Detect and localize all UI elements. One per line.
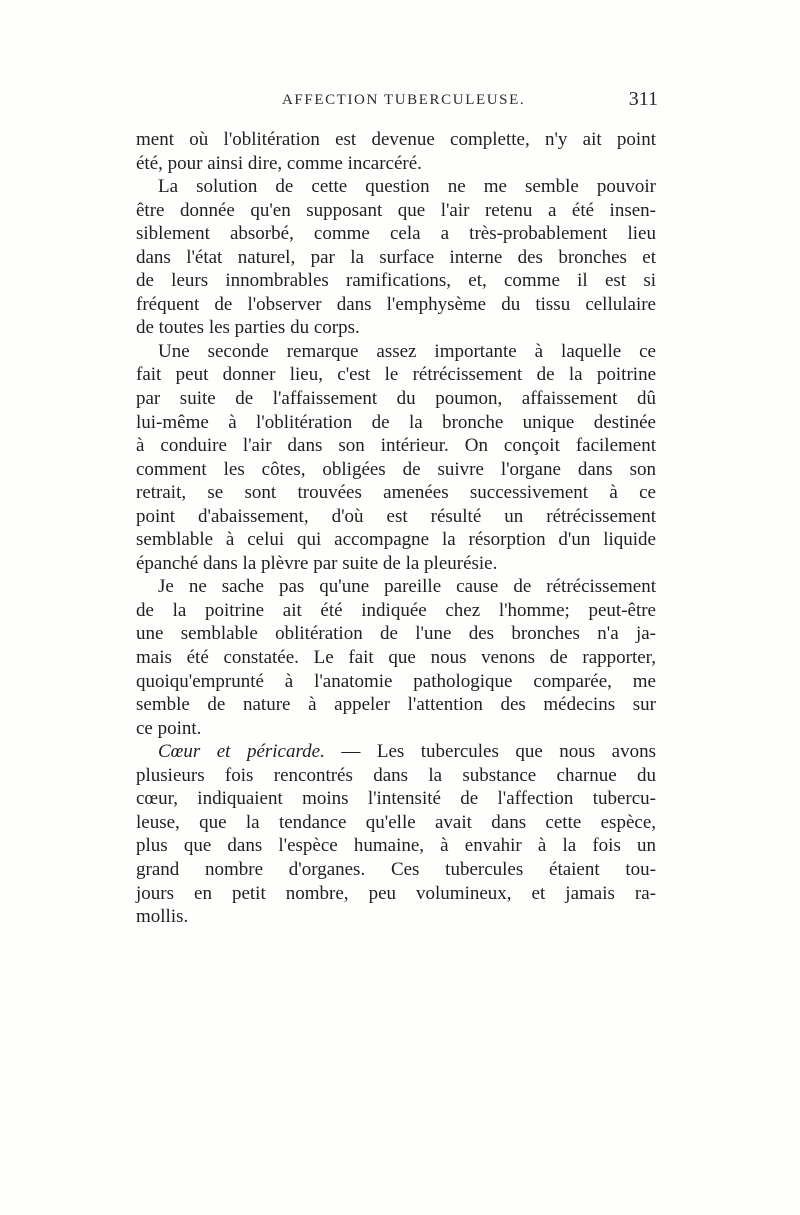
text-line: Je ne sache pas qu'une pareille cause de rétrécissement [158,576,656,598]
body-text [136,128,656,929]
page-number: 311 [628,88,658,110]
text-line: semblable à celui qui accompagne la résorption d'un liquide [136,529,656,551]
text-line: quoiqu'emprunté à l'anatomie pathologique comparée, me [136,670,656,692]
text-line: été, pour ainsi dire, comme incarcéré. [136,152,422,174]
text-line: être donnée qu'en supposant que l'air retenu a été insen- [136,199,656,221]
running-title: AFFECTION TUBERCULEUSE. [282,92,526,108]
text-line: dans l'état naturel, par la surface interne des bronches et [136,246,656,268]
text-line: jours en petit nombre, peu volumineux, et jamais ra- [136,882,656,904]
text-line: de leurs innombrables ramifications, et, comme il est si [136,270,656,292]
text-line: comment les côtes, obligées de suivre l'organe dans son [136,458,656,480]
text-line: épanché dans la plèvre par suite de la pleurésie. [136,552,498,574]
text-line: retrait, se sont trouvées amenées successivement à ce [136,482,656,504]
text-line: de la poitrine ait été indiquée chez l'homme; peut-être [136,599,656,621]
text-line: leuse, que la tendance qu'elle avait dans cette espèce, [136,811,656,833]
text-line: par suite de l'affaissement du poumon, affaissement dû [136,388,656,410]
text-line: point d'abaissement, d'où est résulté un rétrécissement [136,505,656,527]
text-line: plus que dans l'espèce humaine, à envahir à la fois un [136,835,656,857]
text-line: grand nombre d'organes. Ces tubercules étaient tou- [136,858,656,880]
text-line: Une seconde remarque assez importante à laquelle ce [158,340,656,362]
text-line: semble de nature à appeler l'attention des médecins sur [136,694,656,716]
text-line: fréquent de l'observer dans l'emphysème du tissu cellulaire [136,293,656,315]
text-line-rest: — Les tubercules que nous avons [324,741,656,763]
running-head [138,88,658,122]
text-line: cœur, indiquaient moins l'intensité de l'affection tubercu- [136,788,656,810]
text-line [136,740,656,764]
text-line: lui-même à l'oblitération de la bronche unique destinée [136,411,656,433]
text-line: ment où l'oblitération est devenue complette, n'y ait point [136,129,656,150]
text-line: de toutes les parties du corps. [136,317,360,339]
text-line: siblement absorbé, comme cela a très-probablement lieu [136,223,656,245]
text-line: fait peut donner lieu, c'est le rétrécissement de la poitrine [136,364,656,386]
section-heading: Cœur et péricarde. [158,741,325,763]
text-line: à conduire l'air dans son intérieur. On conçoit facilement [136,435,656,457]
text-line: ce point. [136,717,202,739]
text-line: mollis. [136,906,189,928]
text-line: mais été constatée. Le fait que nous venons de rapporter, [136,647,656,669]
text-line: plusieurs fois rencontrés dans la substance charnue du [136,764,656,786]
text-line: La solution de cette question ne me semble pouvoir [158,176,656,198]
text-line: une semblable oblitération de l'une des bronches n'a ja- [136,623,656,645]
